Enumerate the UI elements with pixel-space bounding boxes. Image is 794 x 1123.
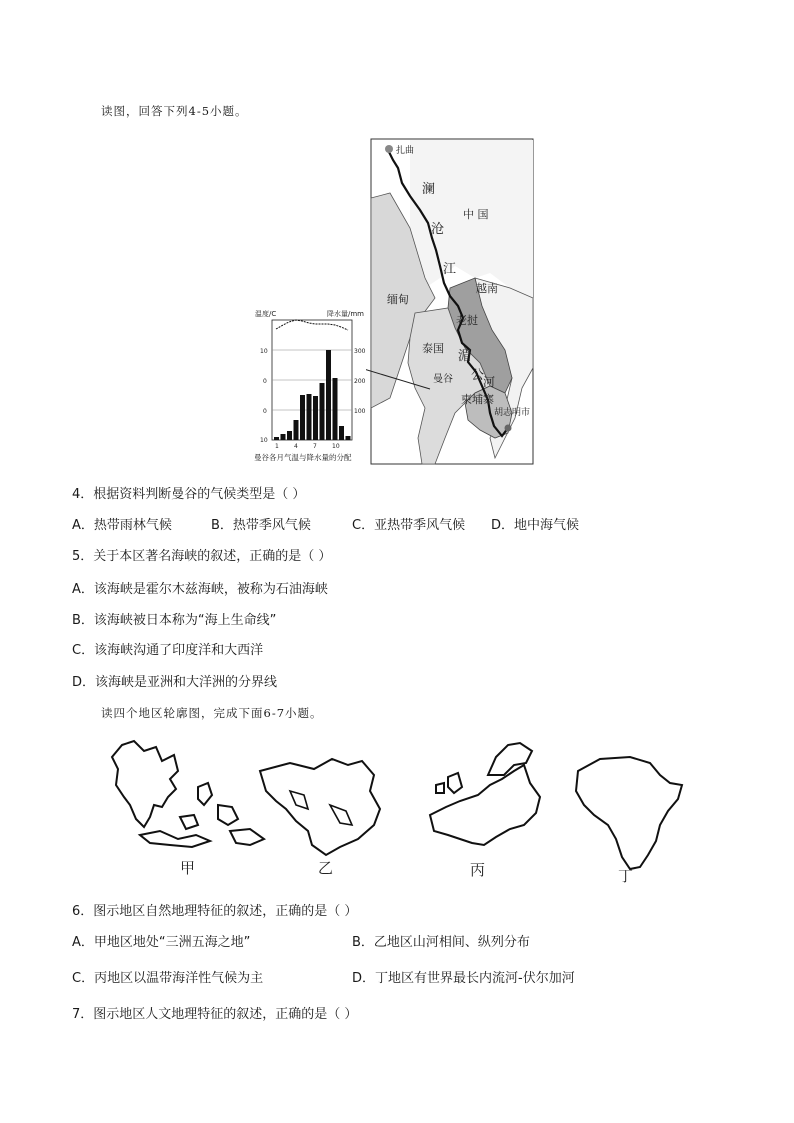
outline-ding-shape — [576, 757, 682, 869]
y-left-tick: 0 — [263, 378, 267, 385]
precip-axis-label: 降水量/mm — [327, 310, 364, 318]
y-right-tick: 200 — [354, 378, 366, 385]
section-intro-4-5: 读图，回答下列4-5小题。 — [101, 104, 248, 118]
q5-option-b: B．该海峡被日本称为“海上生命线” — [72, 613, 277, 628]
precip-bar — [346, 436, 351, 440]
x-tick: 10 — [332, 443, 340, 450]
precip-bar — [281, 434, 286, 440]
q5-option-d: D．该海峡是亚洲和大洋洲的分界线 — [72, 675, 278, 690]
label-yi: 乙 — [318, 859, 334, 877]
precip-bar — [274, 437, 279, 440]
label-bangkok: 曼谷 — [433, 374, 453, 385]
label-china: 中 国 — [463, 208, 489, 221]
outline-yi — [260, 759, 380, 855]
label-laos: 老挝 — [456, 314, 478, 327]
section-intro-6-7: 读四个地区轮廓图，完成下面6-7小题。 — [101, 706, 323, 720]
label-lan: 澜 — [422, 182, 436, 197]
y-left-tick: 10 — [260, 348, 268, 355]
outline-yi-shape — [260, 759, 380, 855]
y-right-tick: 300 — [354, 348, 366, 355]
zhaqu-marker — [385, 145, 393, 153]
outline-bing — [430, 743, 540, 845]
bangkok-climate-chart — [254, 308, 366, 466]
q5-option-c: C．该海峡沟通了印度洋和大西洋 — [72, 643, 264, 658]
x-tick: 1 — [275, 443, 279, 450]
precip-bar — [307, 394, 312, 440]
y-left-tick: 0 — [263, 408, 267, 415]
precip-bar — [294, 420, 299, 440]
outline-jia-mainland — [112, 741, 178, 827]
q4-option-b: B．热带季风气候 — [211, 518, 311, 533]
q4-stem: 4．根据资料判断曼谷的气候类型是（ ） — [72, 487, 306, 502]
label-ding: 丁 — [618, 867, 634, 885]
precip-bar — [300, 395, 305, 440]
outline-bing-mainland — [430, 765, 540, 845]
precip-bar — [320, 383, 325, 440]
precip-bar — [326, 350, 331, 440]
outline-yi-sea — [290, 791, 308, 809]
q6-option-c: C．丙地区以温带海洋性气候为主 — [72, 971, 264, 986]
label-thailand: 泰国 — [422, 342, 444, 355]
outline-yi-gulf — [330, 805, 352, 825]
outline-ding — [576, 757, 682, 869]
q7-stem: 7．图示地区人文地理特征的叙述，正确的是（ ） — [72, 1007, 358, 1022]
region-outlines-figure — [100, 735, 700, 885]
label-hcmc: 胡志明市 — [494, 408, 531, 418]
climate-chart-bg — [254, 308, 366, 466]
x-tick: 4 — [294, 443, 298, 450]
q4-option-d: D．地中海气候 — [491, 518, 580, 533]
outline-jia — [112, 741, 264, 847]
q6-option-b: B．乙地区山河相间、纵列分布 — [352, 935, 530, 950]
label-he: 河 — [483, 375, 496, 389]
q6-option-a: A．甲地区地处“三洲五海之地” — [72, 935, 251, 950]
q4-option-a: A．热带雨林气候 — [72, 518, 172, 533]
label-jiang: 江 — [443, 262, 457, 277]
label-mei: 湄 — [458, 349, 472, 364]
q6-option-d: D．丁地区有世界最长内流河-伏尔加河 — [352, 971, 575, 986]
label-gong: 公 — [471, 368, 485, 383]
q6-stem: 6．图示地区自然地理特征的叙述，正确的是（ ） — [72, 904, 358, 919]
q5-stem: 5．关于本区著名海峡的叙述，正确的是（ ） — [72, 549, 332, 564]
x-tick: 7 — [313, 443, 317, 450]
precip-bar — [339, 426, 344, 440]
label-zhaqu: 扎曲 — [396, 146, 415, 156]
precip-bar — [287, 431, 292, 440]
outline-jia-east — [230, 829, 264, 845]
label-cambodia: 柬埔寨 — [461, 393, 494, 406]
outline-bing-britain — [436, 773, 462, 793]
label-myanmar: 缅甸 — [387, 293, 409, 306]
label-bing: 丙 — [470, 861, 486, 879]
mekong-map-figure — [250, 138, 540, 468]
label-jia: 甲 — [180, 859, 196, 877]
label-cang: 沧 — [431, 222, 445, 237]
hcmc-marker — [505, 425, 512, 432]
outline-jia-islands — [140, 783, 238, 847]
q5-option-a: A．该海峡是霍尔木兹海峡，被称为石油海峡 — [72, 582, 328, 597]
y-left-tick: 10 — [260, 437, 268, 444]
temp-axis-label: 温度/C — [255, 310, 277, 318]
q4-option-c: C．亚热带季风气候 — [352, 518, 466, 533]
y-right-tick: 100 — [354, 408, 366, 415]
climate-chart-caption: 曼谷各月气温与降水量的分配 — [254, 453, 352, 462]
label-vietnam: 越南 — [476, 282, 498, 295]
precip-bar — [333, 378, 338, 440]
precip-bar — [313, 396, 318, 440]
